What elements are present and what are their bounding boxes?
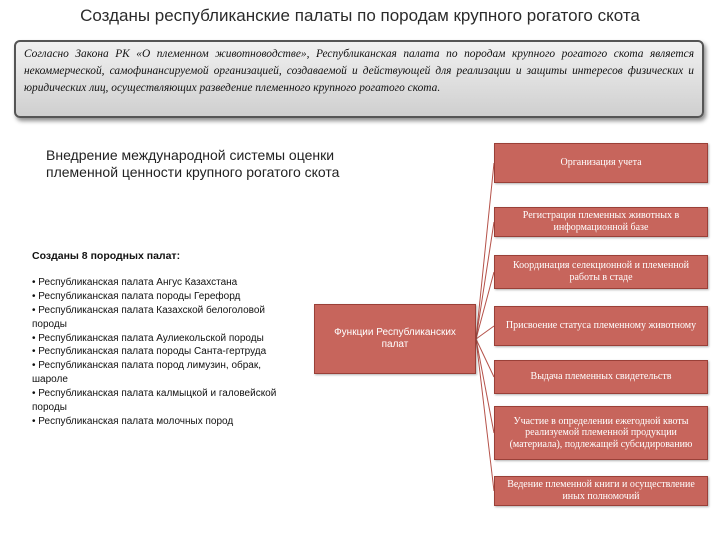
function-box: Организация учета	[494, 143, 708, 183]
list-item: • Республиканская палата калмыцкой и галовейской породы	[32, 388, 277, 414]
slide-title: Созданы республиканские палаты по породам крупного рогатого скота	[80, 6, 640, 25]
function-box: Ведение племенной книги и осуществление иных полномочий	[494, 476, 708, 506]
function-box: Выдача племенных свидетельств	[494, 360, 708, 394]
subtitle: Внедрение международной системы оценки племенной ценности крупного рогатого скота	[46, 147, 340, 180]
list-item: • Республиканская палата пород лимузин, обрак, шароле	[32, 360, 262, 386]
function-box: Регистрация племенных животных в информационной базе	[494, 207, 708, 237]
connector-line	[476, 339, 494, 491]
function-box: Координация селекционной и племенной работы в стаде	[494, 255, 708, 289]
list-item: • Республиканская палата молочных пород	[32, 415, 234, 427]
chambers-heading: Созданы 8 породных палат:	[32, 250, 181, 262]
function-box: Присвоение статуса племенному животному	[494, 306, 708, 346]
list-item: • Республиканская палата породы Герефорд	[32, 290, 241, 302]
list-item: • Республиканская палата породы Санта-гертруда	[32, 346, 267, 358]
list-item: • Республиканская палата Ангус Казахстана	[32, 276, 238, 288]
list-item: • Республиканская палата Казахской белоголовой породы	[32, 304, 265, 330]
list-item: • Республиканская палата Аулиекольской породы	[32, 332, 264, 344]
function-box: Участие в определении ежегодной квоты реализуемой племенной продукции (материала), подлежащей субсидированию	[494, 406, 708, 460]
intro-text-box: Согласно Закона РК «О племенном животноводстве», Республиканская палата по породам крупного рогатого скота является некоммерческой, самофинансируемой организацией, создаваемой и действующей для реализации и защиты интересов физических и юридических лиц, осуществляющих разведение племенного крупного рогатого скота.	[14, 40, 704, 118]
connector-line	[476, 163, 494, 339]
functions-center-box: Функции Республиканских палат	[314, 304, 476, 374]
